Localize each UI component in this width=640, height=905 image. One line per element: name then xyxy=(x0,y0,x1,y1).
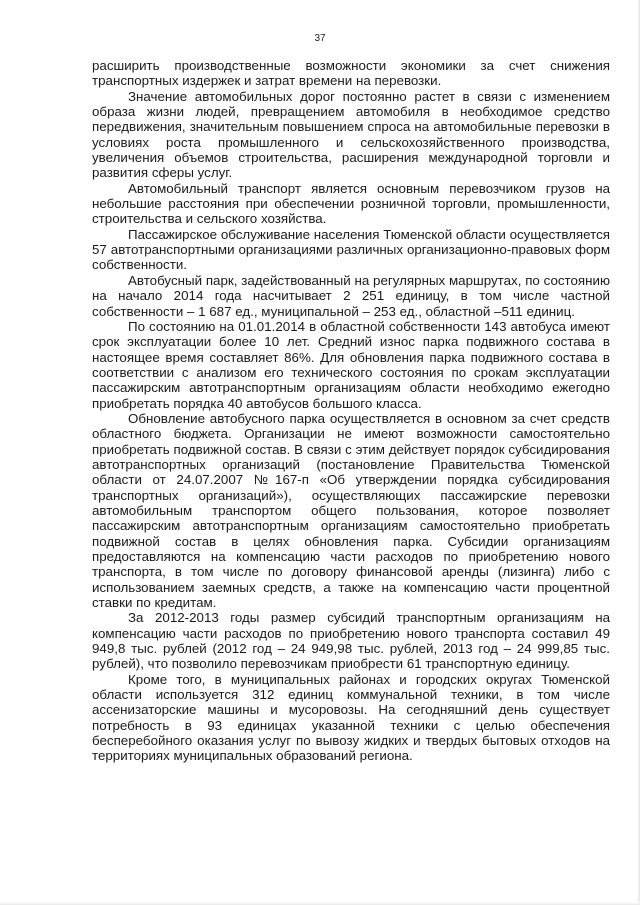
paragraph-road-importance: Значение автомобильных дорог постоянно растет в связи с изменением образа жизни людей, превращением автомобиля в необходимое средство передвижения, значительным повышением спроса на автомобильные перевозки в условиях роста промышленного и сельскохозяйственного производства, увеличения объемов строительства, расширения международной торговли и развития сферы услуг. xyxy=(92,88,610,181)
paragraph-continuation: расширить производственные возможности экономики за счет снижения транспортных издержек и затрат времени на перевозки. xyxy=(92,58,610,89)
paragraph-subsidies: За 2012-2013 годы размер субсидий транспортным организациям на компенсацию части расходов по приобретению нового транспорта составил 49 949,8 тыс. рублей (2012 год – 24 949,98 тыс. рублей, 2013 год – 24 999,85 тыс. рублей), что позволило перевозчикам приобрести 61 транспортную единицу. xyxy=(92,610,610,672)
paragraph-freight-transport: Автомобильный транспорт является основным перевозчиком грузов на небольшие расстояния при обеспечении розничной торговли, промышленности, строительства и сельского хозяйства. xyxy=(92,180,610,227)
paragraph-municipal-equipment: Кроме того, в муниципальных районах и городских округах Тюменской области используется 312 единиц коммунальной техники, в том числе ассенизаторские машины и мусоровозы. На сегодняшний день существует потребность в 93 единицах указанной техники с целью обеспечения бесперебойного оказания услуг по вывозу жидких и твердых бытовых отходов на территориях муниципальных образований региона. xyxy=(92,671,610,764)
paragraph-bus-fleet: Автобусный парк, задействованный на регулярных маршрутах, по состоянию на начало 2014 года насчитывает 2 251 единицу, в том числе частной собственности – 1 687 ед., муниципальной – 253 ед., областной –511 единиц. xyxy=(92,272,610,319)
page-number: 37 xyxy=(314,33,326,44)
paragraph-fleet-wear: По состоянию на 01.01.2014 в областной собственности 143 автобуса имеют срок эксплуатации более 10 лет. Средний износ парка подвижного состава в настоящее время составляет 86%. Для обновления парка подвижного состава в соответствии с анализом его технического состояния по срокам эксплуатации пассажирским автотранспортным организациям области необходимо ежегодно приобретать порядка 40 автобусов большого класса. xyxy=(92,318,610,411)
paragraph-fleet-renewal: Обновление автобусного парка осуществляется в основном за счет средств областного бюджета. Организации не имеют возможности самостоятельно приобретать подвижной состав. В связи с этим действует порядок субсидирования автотранспортных организаций (постановление Правительства Тюменской области от 24.07.2007 №167-п «Об утверждении порядка субсидирования транспортных организаций»), осуществляющих пассажирские перевозки автомобильным транспортом общего пользования, которое позволяет пассажирским автотранспортным организациям самостоятельно приобретать подвижной состав в целях обновления парка. Субсидии организациям предоставляются на компенсацию части расходов по приобретению нового транспорта, в том числе по договору финансовой аренды (лизинга) либо с использованием заемных средств, а также на компенсацию части процентной ставки по кредитам. xyxy=(92,410,610,611)
document-body xyxy=(92,58,610,764)
paragraph-passenger-service: Пассажирское обслуживание населения Тюменской области осуществляется 57 автотранспортными организациями различных организационно-правовых форм собственности. xyxy=(92,226,610,273)
